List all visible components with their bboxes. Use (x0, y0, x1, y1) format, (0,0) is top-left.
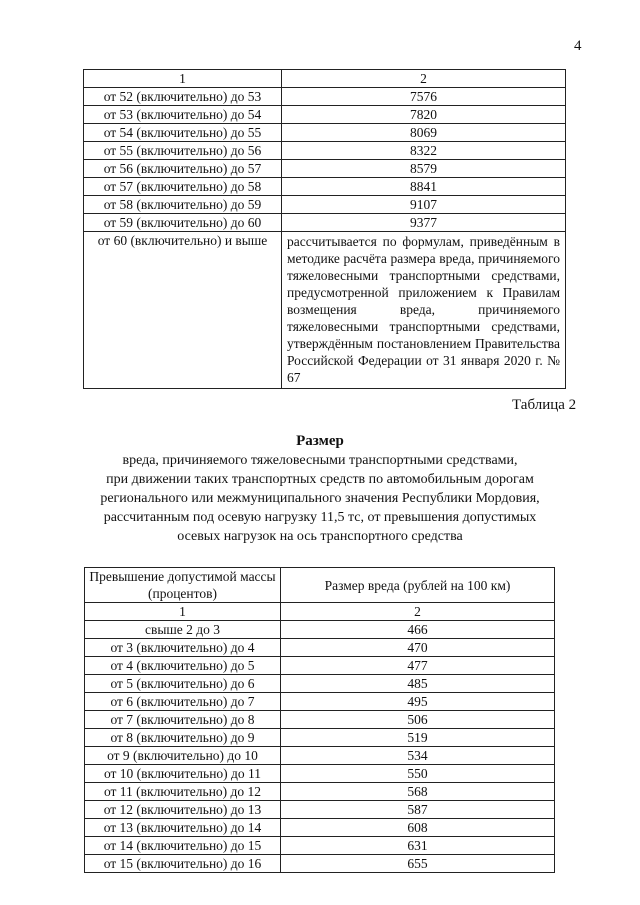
table-row (85, 657, 555, 675)
value-cell: 519 (281, 729, 555, 747)
table-row (85, 837, 555, 855)
value-cell: 8841 (282, 178, 566, 196)
table-row (85, 729, 555, 747)
table-row (84, 124, 566, 142)
column-header-excess-mass: Превышение допустимой массы (процентов) (85, 568, 281, 603)
table-row (85, 855, 555, 873)
range-cell: от 12 (включительно) до 13 (85, 801, 281, 819)
table-row (85, 765, 555, 783)
value-cell: 7576 (282, 88, 566, 106)
table-row (85, 783, 555, 801)
range-cell: от 53 (включительно) до 54 (84, 106, 282, 124)
range-cell: от 58 (включительно) до 59 (84, 196, 282, 214)
table-header-row (84, 70, 566, 88)
table-row (85, 639, 555, 657)
table-row (84, 106, 566, 124)
damage-table-continued (83, 69, 566, 389)
page-number: 4 (574, 38, 582, 54)
value-cell: 8579 (282, 160, 566, 178)
table-row (84, 160, 566, 178)
title-line: при движении таких транспортных средств по автомобильным дорогам (106, 472, 534, 487)
value-cell: 9377 (282, 214, 566, 232)
range-cell: от 59 (включительно) до 60 (84, 214, 282, 232)
value-cell: 7820 (282, 106, 566, 124)
range-cell: от 14 (включительно) до 15 (85, 837, 281, 855)
title-line: регионального или межмуниципального значения Республики Мордовия, (100, 491, 540, 506)
table-index-row (85, 603, 555, 621)
range-cell: от 8 (включительно) до 9 (85, 729, 281, 747)
range-cell: от 55 (включительно) до 56 (84, 142, 282, 160)
table-row (84, 232, 566, 389)
value-cell: 587 (281, 801, 555, 819)
table-row (85, 693, 555, 711)
table-row (85, 801, 555, 819)
damage-table-2 (84, 567, 555, 873)
table-row (85, 675, 555, 693)
range-cell: от 11 (включительно) до 12 (85, 783, 281, 801)
value-cell: 8322 (282, 142, 566, 160)
range-cell: от 60 (включительно) и выше (84, 232, 282, 389)
value-cell: 495 (281, 693, 555, 711)
table-row (84, 196, 566, 214)
title-line: рассчитанным под осевую нагрузку 11,5 тс, от превышения допустимых (103, 510, 537, 525)
value-cell: 477 (281, 657, 555, 675)
formula-note-cell: рассчитывается по формулам, приведённым в методике расчёта размера вреда, причиняемого тяжеловесными транспортными средствами, предусмотренной приложением к Правилам возмещения вреда, причиняемого тяжеловесными транспортными средствами, утверждённым постановлением Правительства Российской Федерации от 31 января 2020 г. № 67 (282, 232, 566, 389)
value-cell: 550 (281, 765, 555, 783)
range-cell: от 15 (включительно) до 16 (85, 855, 281, 873)
range-cell: от 52 (включительно) до 53 (84, 88, 282, 106)
title-line: осевых нагрузок на ось транспортного средства (177, 529, 463, 544)
table-row (84, 142, 566, 160)
value-cell: 631 (281, 837, 555, 855)
range-cell: от 57 (включительно) до 58 (84, 178, 282, 196)
column-index-2: 2 (282, 70, 566, 88)
range-cell: от 4 (включительно) до 5 (85, 657, 281, 675)
value-cell: 466 (281, 621, 555, 639)
column-header-damage-amount: Размер вреда (рублей на 100 км) (281, 568, 555, 603)
table-2-label: Таблица 2 (512, 397, 577, 413)
title-line: вреда, причиняемого тяжеловесными транспортными средствами, (122, 453, 518, 468)
table-row (84, 178, 566, 196)
column-index-1: 1 (84, 70, 282, 88)
range-cell: от 10 (включительно) до 11 (85, 765, 281, 783)
value-cell: 568 (281, 783, 555, 801)
value-cell: 470 (281, 639, 555, 657)
table-row (84, 214, 566, 232)
value-cell: 534 (281, 747, 555, 765)
range-cell: от 56 (включительно) до 57 (84, 160, 282, 178)
range-cell: от 6 (включительно) до 7 (85, 693, 281, 711)
range-cell: от 3 (включительно) до 4 (85, 639, 281, 657)
range-cell: от 13 (включительно) до 14 (85, 819, 281, 837)
column-index-2: 2 (281, 603, 555, 621)
range-cell: от 7 (включительно) до 8 (85, 711, 281, 729)
range-cell: от 54 (включительно) до 55 (84, 124, 282, 142)
column-index-1: 1 (85, 603, 281, 621)
range-cell: от 9 (включительно) до 10 (85, 747, 281, 765)
value-cell: 8069 (282, 124, 566, 142)
value-cell: 506 (281, 711, 555, 729)
value-cell: 608 (281, 819, 555, 837)
range-cell: свыше 2 до 3 (85, 621, 281, 639)
value-cell: 9107 (282, 196, 566, 214)
table-row (85, 819, 555, 837)
table-2-title (70, 432, 570, 546)
range-cell: от 5 (включительно) до 6 (85, 675, 281, 693)
title-heading: Размер (296, 433, 344, 449)
table-row (84, 88, 566, 106)
value-cell: 655 (281, 855, 555, 873)
value-cell: 485 (281, 675, 555, 693)
table-row (85, 711, 555, 729)
table-row (85, 621, 555, 639)
table-row (85, 747, 555, 765)
table-header-row (85, 568, 555, 603)
